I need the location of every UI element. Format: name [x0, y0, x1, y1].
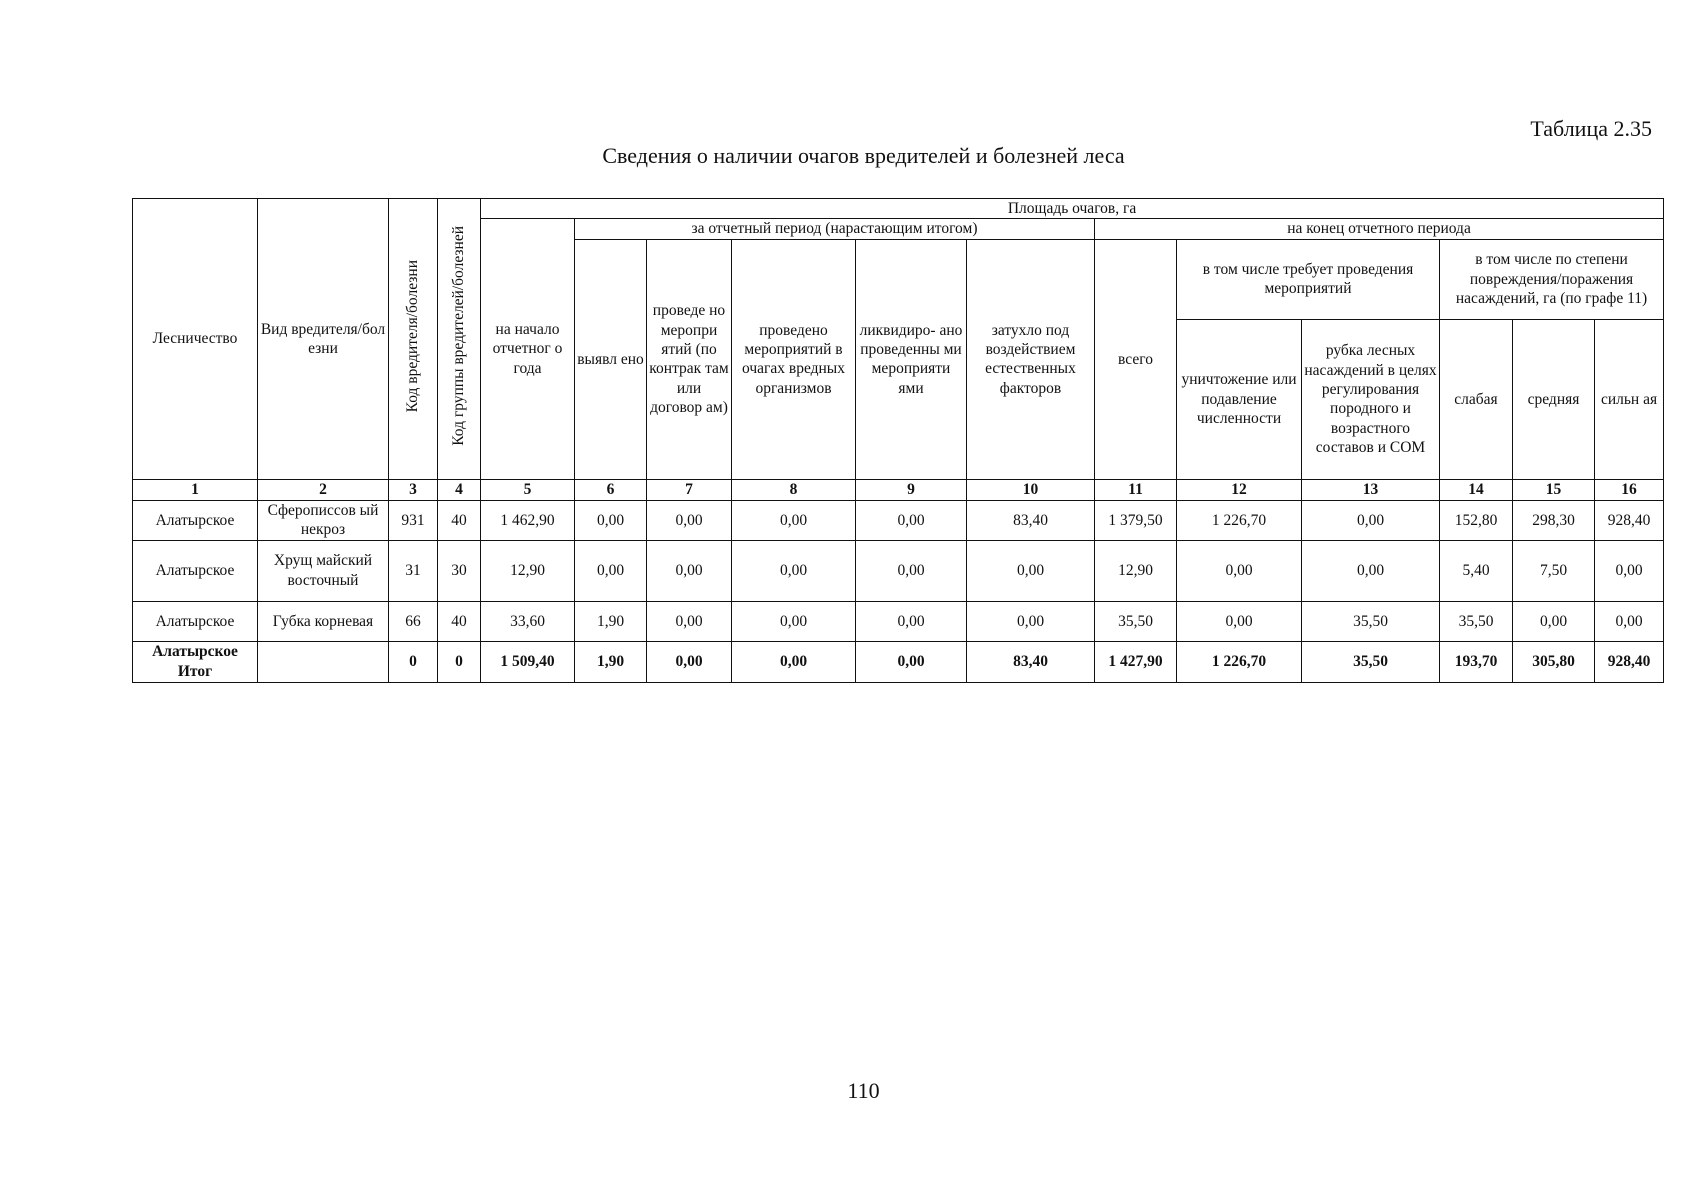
table-cell: 0,00 [1513, 601, 1595, 641]
table-cell: 298,30 [1513, 500, 1595, 540]
table-cell: 1 462,90 [481, 500, 575, 540]
header-likvidirovano: ликвидиро- ано проведенны ми мероприяти ями [856, 239, 967, 479]
header-po-stepeni: в том числе по степени повреждения/поражения насаждений, га (по графе 11) [1440, 239, 1664, 319]
table-cell: 0,00 [732, 500, 856, 540]
table-cell: 66 [389, 601, 438, 641]
total-row [133, 641, 1664, 682]
total-cell: 1 226,70 [1177, 641, 1302, 682]
table-cell: 35,50 [1095, 601, 1177, 641]
header-silnaya: сильн ая [1595, 319, 1664, 479]
column-number: 10 [967, 479, 1095, 500]
header-slabaya: слабая [1440, 319, 1513, 479]
table-cell: 1 379,50 [1095, 500, 1177, 540]
total-cell: 928,40 [1595, 641, 1664, 682]
table-cell: 931 [389, 500, 438, 540]
table-cell: Сферописсов ый некроз [258, 500, 389, 540]
table-cell: 0,00 [732, 540, 856, 601]
column-number: 16 [1595, 479, 1664, 500]
table-cell: 7,50 [1513, 540, 1595, 601]
column-number: 3 [389, 479, 438, 500]
column-number: 1 [133, 479, 258, 500]
table-cell: 0,00 [1302, 540, 1440, 601]
header-rubka: рубка лесных насаждений в целях регулирования породного и возрастного составов и СОМ [1302, 319, 1440, 479]
header-srednyaya: средняя [1513, 319, 1595, 479]
table-cell: 35,50 [1302, 601, 1440, 641]
total-cell [258, 641, 389, 682]
table-cell: 83,40 [967, 500, 1095, 540]
table-cell: 0,00 [647, 601, 732, 641]
total-cell: 0,00 [856, 641, 967, 682]
total-cell: 0,00 [732, 641, 856, 682]
header-na-konec: на конец отчетного периода [1095, 219, 1664, 239]
table-row [133, 601, 1664, 641]
total-cell: 1,90 [575, 641, 647, 682]
table-cell: Алатырское [133, 540, 258, 601]
column-number: 13 [1302, 479, 1440, 500]
header-provedeno-kontrakt: проведе но меропри ятий (по контрак там или договор ам) [647, 239, 732, 479]
header-vyyavleno: выявл ено [575, 239, 647, 479]
table-cell: 0,00 [1595, 601, 1664, 641]
total-cell: 0 [389, 641, 438, 682]
header-vsego: всего [1095, 239, 1177, 479]
header-unichtozhenie: уничтожение или подавление численности [1177, 319, 1302, 479]
header-zatuhlo: затухло под воздействием естественных факторов [967, 239, 1095, 479]
header-trebuet: в том числе требует проведения мероприятий [1177, 239, 1440, 319]
table-cell: 30 [438, 540, 481, 601]
header-kod-text: Код вредителя/болезни [404, 260, 422, 413]
total-cell: 193,70 [1440, 641, 1513, 682]
table-cell: 152,80 [1440, 500, 1513, 540]
column-number: 8 [732, 479, 856, 500]
total-cell: 305,80 [1513, 641, 1595, 682]
header-za-period: за отчетный период (нарастающим итогом) [575, 219, 1095, 239]
total-cell: 0,00 [647, 641, 732, 682]
table-cell: 0,00 [1177, 540, 1302, 601]
header-provedeno-ochagi: проведено мероприятий в очагах вредных организмов [732, 239, 856, 479]
total-cell: 1 509,40 [481, 641, 575, 682]
header-lesnichestvo: Лесничество [133, 199, 258, 480]
page-number: 110 [847, 1078, 880, 1103]
total-cell: 1 427,90 [1095, 641, 1177, 682]
table-cell: 0,00 [647, 540, 732, 601]
header-kod [389, 199, 438, 480]
table-cell: 33,60 [481, 601, 575, 641]
table-cell: 0,00 [856, 500, 967, 540]
column-number: 11 [1095, 479, 1177, 500]
column-number: 9 [856, 479, 967, 500]
table-cell: 0,00 [856, 540, 967, 601]
column-number: 7 [647, 479, 732, 500]
header-ploshchad: Площадь очагов, га [481, 199, 1664, 219]
table-cell: 40 [438, 500, 481, 540]
total-cell: 0 [438, 641, 481, 682]
total-cell: 83,40 [967, 641, 1095, 682]
column-number: 4 [438, 479, 481, 500]
table-cell: 0,00 [1177, 601, 1302, 641]
table-cell: 0,00 [967, 601, 1095, 641]
table-cell: 40 [438, 601, 481, 641]
table-cell: 0,00 [575, 540, 647, 601]
table-cell: 0,00 [647, 500, 732, 540]
header-kod-gruppy [438, 199, 481, 480]
column-number: 14 [1440, 479, 1513, 500]
table-cell: Хрущ майский восточный [258, 540, 389, 601]
table-cell: Алатырское [133, 601, 258, 641]
document-title: Сведения о наличии очагов вредителей и болезней леса [602, 143, 1125, 168]
header-na-nachalo: на начало отчетног о года [481, 219, 575, 479]
header-vid: Вид вредителя/бол езни [258, 199, 389, 480]
column-number: 15 [1513, 479, 1595, 500]
column-number: 2 [258, 479, 389, 500]
table-cell: 5,40 [1440, 540, 1513, 601]
table-row [133, 540, 1664, 601]
table-cell: 0,00 [732, 601, 856, 641]
column-number: 6 [575, 479, 647, 500]
table-cell: 928,40 [1595, 500, 1664, 540]
total-cell: 35,50 [1302, 641, 1440, 682]
table-cell: 0,00 [575, 500, 647, 540]
table-row [133, 500, 1664, 540]
table-cell: 1,90 [575, 601, 647, 641]
table-cell: 0,00 [1595, 540, 1664, 601]
column-numbers-row [133, 479, 1664, 500]
total-cell: Алатырское Итог [133, 641, 258, 682]
table-cell: 31 [389, 540, 438, 601]
column-number: 12 [1177, 479, 1302, 500]
table-cell: Губка корневая [258, 601, 389, 641]
table-cell: 0,00 [1302, 500, 1440, 540]
table-cell: 12,90 [481, 540, 575, 601]
pests-diseases-table [132, 198, 1664, 683]
column-number: 5 [481, 479, 575, 500]
table-cell: 1 226,70 [1177, 500, 1302, 540]
table-cell: 0,00 [967, 540, 1095, 601]
table-cell: Алатырское [133, 500, 258, 540]
table-cell: 0,00 [856, 601, 967, 641]
table-cell: 12,90 [1095, 540, 1177, 601]
table-label: Таблица 2.35 [1530, 116, 1652, 141]
table-cell: 35,50 [1440, 601, 1513, 641]
header-kod-gruppy-text: Код группы вредителей/болезней [450, 226, 468, 447]
